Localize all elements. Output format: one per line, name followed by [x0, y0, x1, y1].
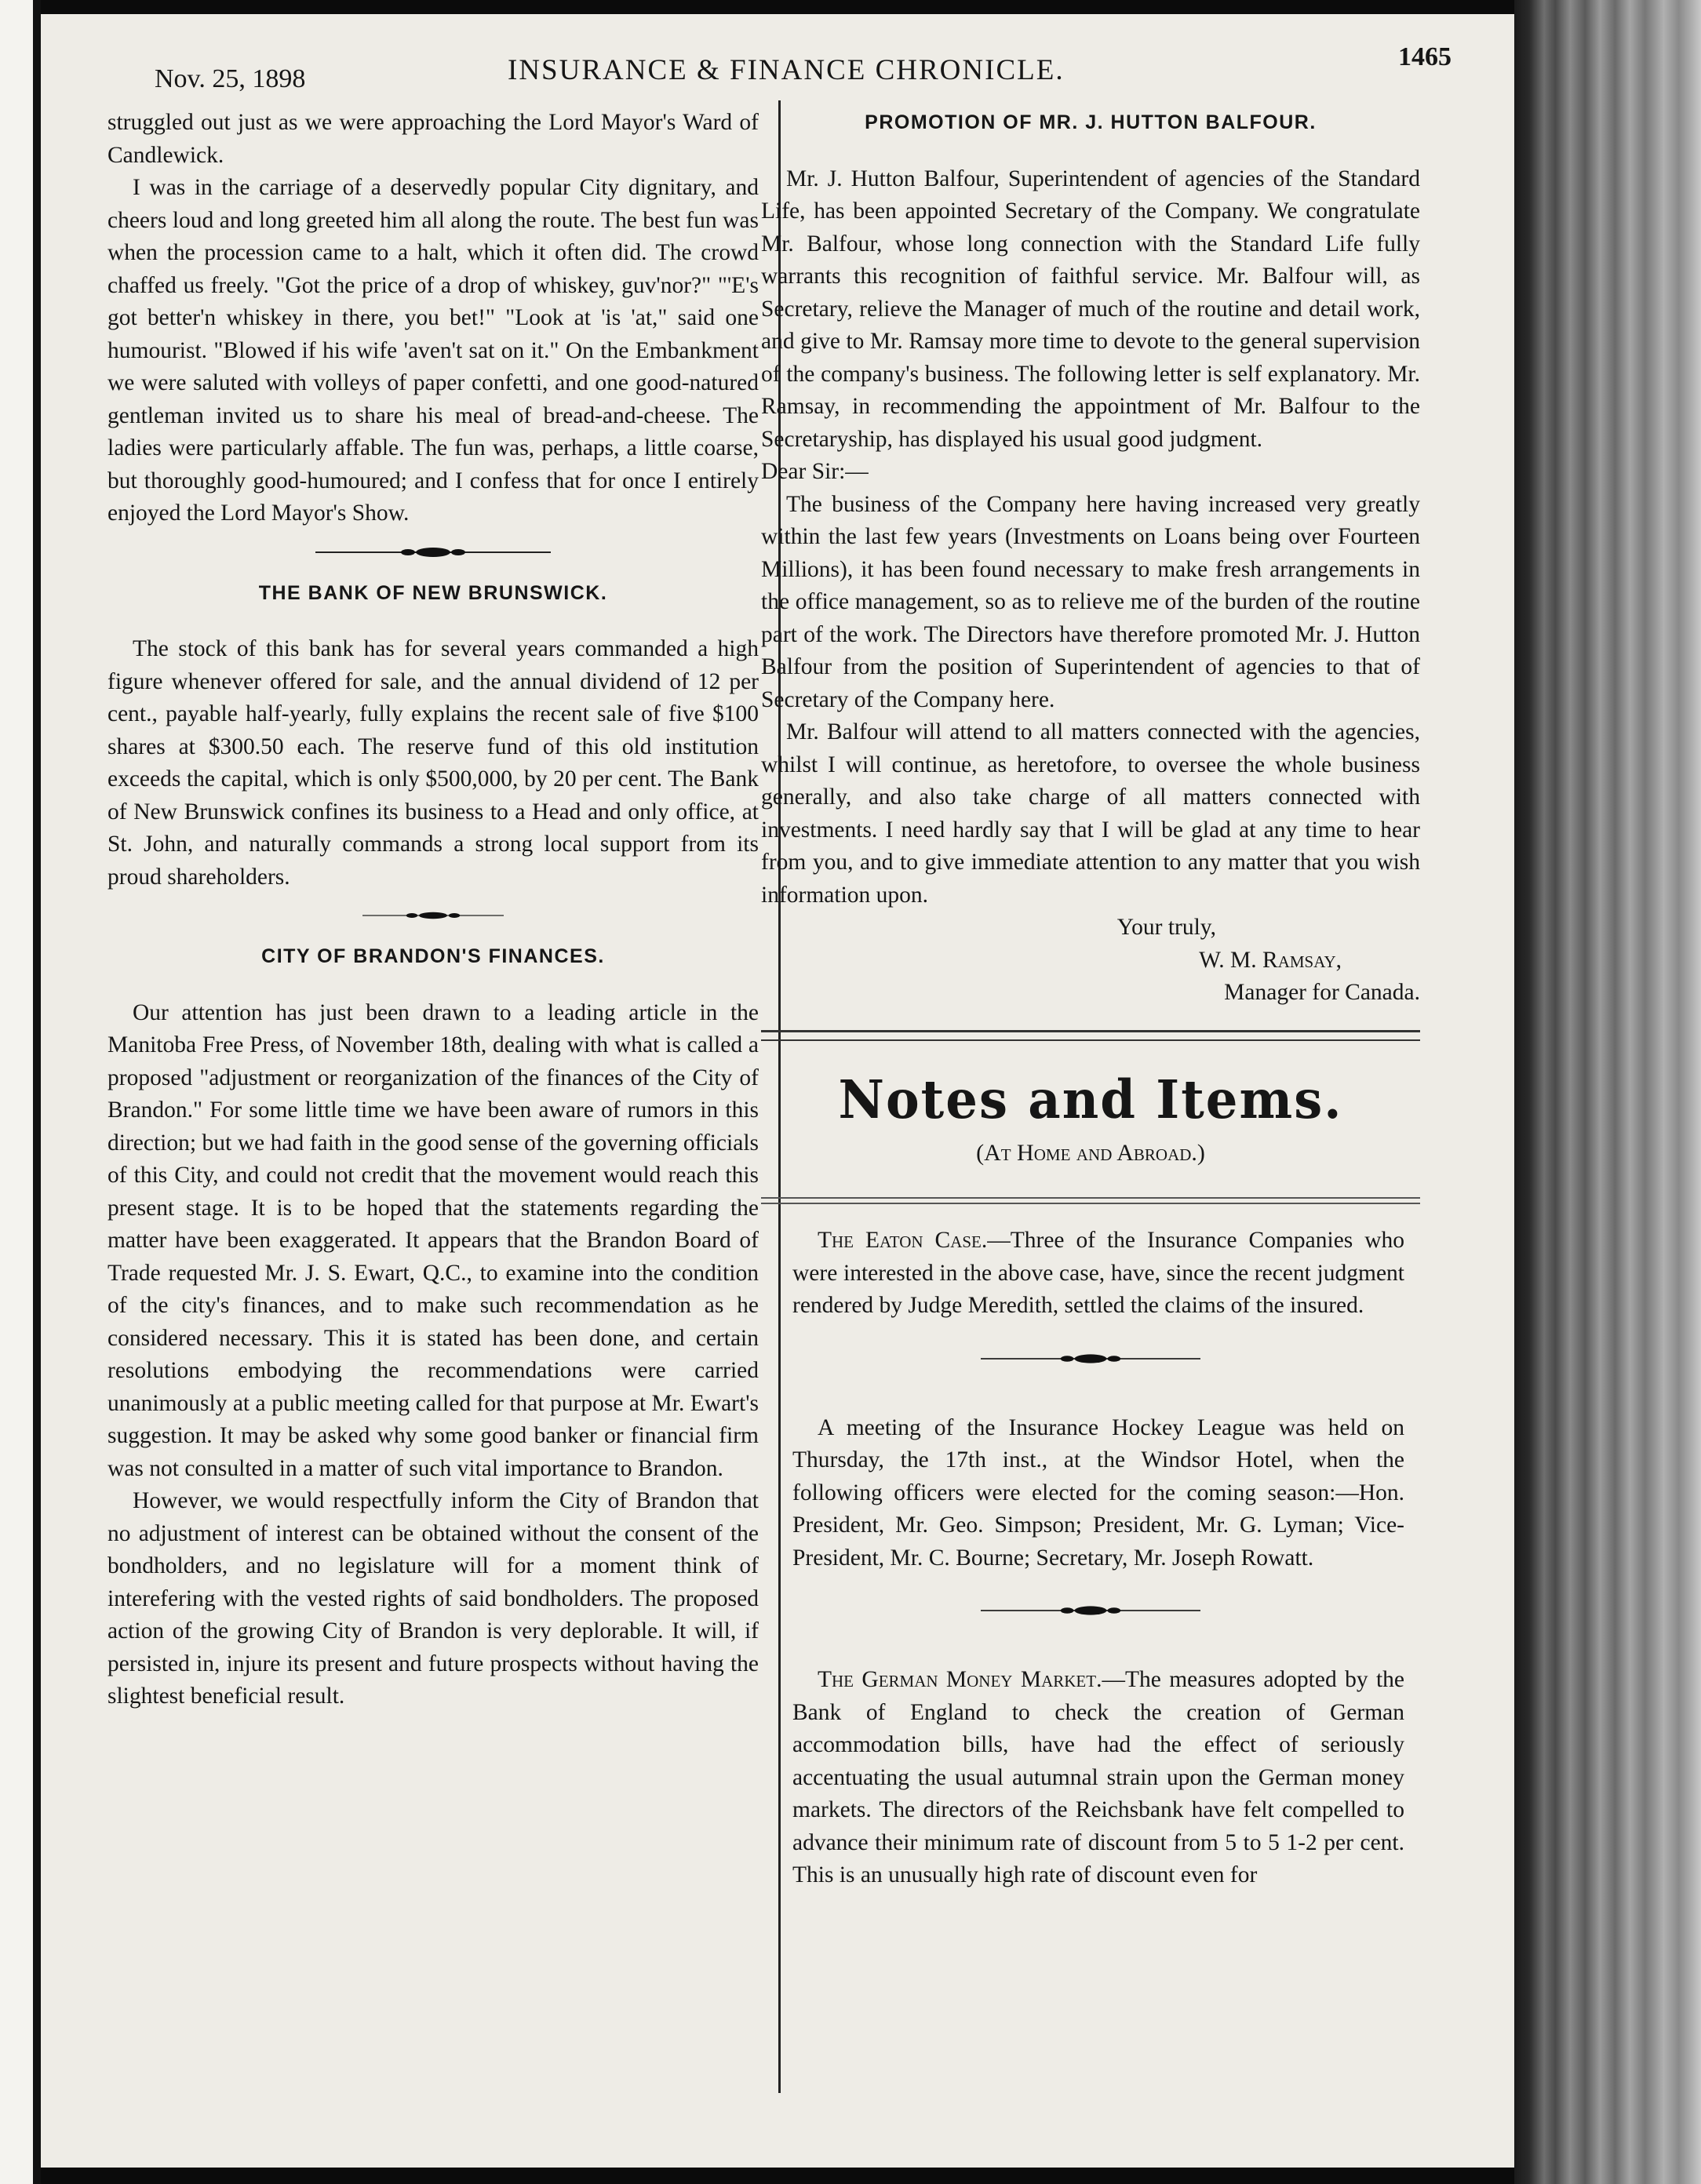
notes-title: Notes and Items. — [838, 1068, 1343, 1131]
item-lead: The Eaton Case. — [818, 1228, 988, 1253]
signature-name: W. M. Ramsay, — [1199, 947, 1342, 973]
article-paragraph: I was in the carriage of a deservedly popular City dignitary, and cheers loud and long greeted him all along the route. The best fun was when the procession came to a halt, which it often did. The crowd chaffed us freely. "Got the price of a drop of whiskey, guv'nor?" "'E's got better'n whiskey in there, you bet!" "Look at 'is 'at," said one humourist. "Blowed if his wife 'aven't sat on it." On the Embankment we were saluted with volleys of paper confetti, and one good-natured gentleman invited us to share his meal of bread-and-cheese. The ladies were particularly affable. The fun was, perhaps, a little coarse, but thoroughly good-humoured; and I confess that for once I entirely enjoyed the Lord Mayor's Show. — [107, 175, 759, 526]
ornament-divider — [981, 1603, 1200, 1618]
newspaper-page — [41, 14, 1535, 2168]
article-paragraph: struggled out just as we were approaching the Lord Mayor's Ward of Candlewick. — [107, 110, 759, 168]
promotion-heading: PROMOTION OF MR. J. HUTTON BALFOUR. — [865, 111, 1317, 133]
article-paragraph: The stock of this bank has for several years commanded a high figure whenever offered for sale, and the annual dividend of 12 per cent., payable half-yearly, fully explains the recent sale of five $100 shares at $300.50 each. The reserve fund of this old institution exceeds the capital, which is only $500,000, by 20 per cent. The Bank of New Brunswick confines its business to a Head and only office, at St. John, and naturally commands a strong local support from its proud shareholders. — [107, 636, 759, 890]
news-item: A meeting of the Insurance Hockey League was held on Thursday, the 17th inst., at the Windsor Hotel, when the following officers were elected for the coming season:—Hon. President, Mr. Geo. Simpson; President, Mr. G. Lyman; Vice-President, Mr. C. Bourne; Secretary, Mr. Joseph Rowatt. — [792, 1414, 1404, 1571]
right-column — [761, 107, 1420, 1892]
header-date: Nov. 25, 1898 — [155, 64, 306, 93]
article-paragraph: Our attention has just been drawn to a leading article in the Manitoba Free Press, of November 18th, dealing with what is called a proposed "adjustment or reorganization of the finances of the City of Brandon." For some little time we have been aware of rumors in this direction; but we had faith in the good sense of the governing officials of this City, and could not credit that the movement would reach this present stage. It is to be hoped that the statements regarding the matter have been exaggerated. It appears that the Brandon Board of Trade requested Mr. J. S. Ewart, Q.C., to examine into the condition of the city's finances, and to make such recommendation as he considered necessary. This it is stated has been done, and certain resolutions embodying the recommendations were carried unanimously at a public meeting called for that purpose at Mr. Ewart's suggestion. It may be asked why some good banker or financial firm was not consulted in a matter of such vital importance to Brandon. — [107, 999, 759, 1481]
article-paragraph: Mr. J. Hutton Balfour, Superintendent of agencies of the Standard Life, has been appointed Secretary of the Company. We congratulate Mr. Balfour, whose long connection with the Standard Life fully warrants this recognition of faithful service. Mr. Balfour will, as Secretary, relieve the Manager of much of the routine and detail work, and give to Mr. Ramsay more time to devote to the general supervision of the company's business. The following letter is self explanatory. Mr. Ramsay, in recommending the appointment of Mr. Balfour to the Secretaryship, has displayed his usual good judgment. — [761, 166, 1420, 452]
notes-subtitle: (At Home and Abroad.) — [976, 1139, 1205, 1166]
letter-paragraph: The business of the Company here having increased very greatly within the last few years (Investments on Loans being over Fourteen Millions), it has been found necessary to make fresh arrangements in the office management, so as to relieve me of the burden of the routine part of the work. The Directors have therefore promoted Mr. J. Hutton Balfour from the position of Superintendent of agencies to that of Secretary of the Company here. — [761, 491, 1420, 712]
page-stack-edge — [1514, 0, 1701, 2184]
header-page-number: 1465 — [1398, 42, 1451, 71]
left-column — [107, 107, 759, 1713]
page-left-edge — [0, 0, 41, 2184]
brandon-heading: CITY OF BRANDON'S FINANCES. — [261, 945, 605, 967]
letter-paragraph: Mr. Balfour will attend to all matters connected with the agencies, whilst I will continue, as heretofore, to oversee the whole business generally, and also take charge of all matters connected with investments. I need hardly say that I will be glad at any time to hear from you, and to give immediate attention to any matter that you wish information upon. — [761, 719, 1420, 908]
ornament-divider — [315, 544, 551, 560]
section-rule — [761, 1030, 1420, 1041]
ornament-divider — [981, 1351, 1200, 1367]
item-lead: The German Money Market. — [818, 1667, 1102, 1692]
letter-salutation: Dear Sir:— — [761, 459, 869, 484]
page-header — [111, 36, 1451, 93]
bank-heading: THE BANK OF NEW BRUNSWICK. — [258, 581, 608, 604]
section-rule — [761, 1197, 1420, 1204]
news-item — [761, 1225, 1420, 1323]
signature-title: Manager for Canada. — [1224, 980, 1420, 1005]
header-title: INSURANCE & FINANCE CHRONICLE. — [508, 54, 1065, 86]
item-text: —Three of the Insurance Companies who were interested in the above case, have, since the recent judgment rendered by Judge Meredith, settled the claims of the insured. — [792, 1228, 1405, 1318]
item-text: —The measures adopted by the Bank of England to check the creation of German accommodation bills, have had the effect of seriously accentuating the usual autumnal strain upon the German money markets. The directors of the Reichsbank have felt compelled to advance their minimum rate of discount from 5 to 5 1-2 per cent. This is an unusually high rate of discount even for — [792, 1667, 1405, 1887]
news-item — [761, 1664, 1420, 1892]
letter-closing: Your truly, — [1116, 915, 1216, 940]
article-paragraph: However, we would respectfully inform the City of Brandon that no adjustment of interest can be obtained without the consent of the bondholders, and no legislature will for a moment think of interefering with the vested rights of said bondholders. The proposed action of the growing City of Brandon is very deplorable. It will, if persisted in, injure its present and future prospects without having the slightest beneficial result. — [107, 1488, 759, 1709]
ornament-divider — [362, 908, 504, 923]
